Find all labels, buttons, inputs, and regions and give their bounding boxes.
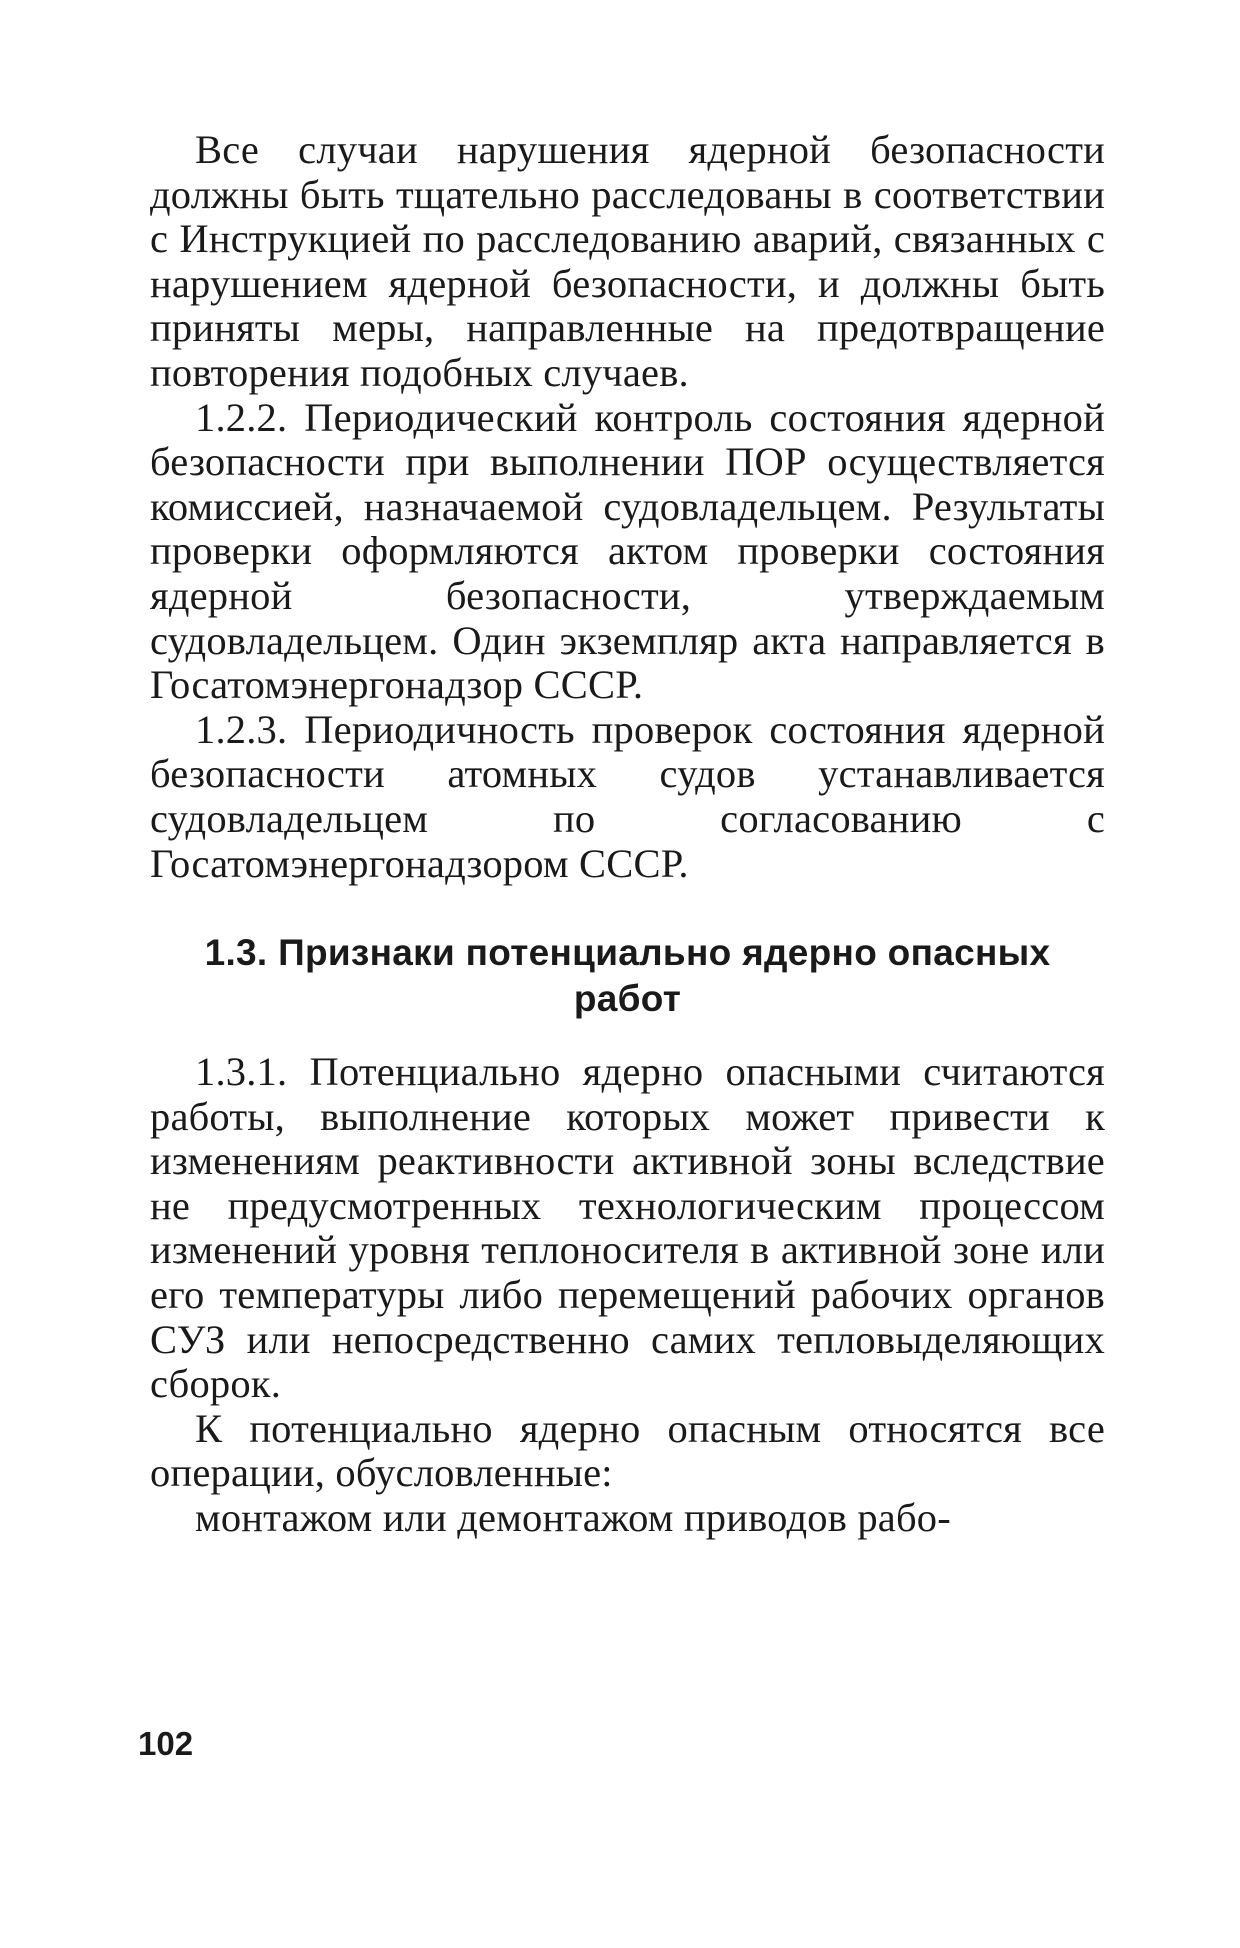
paragraph-mounting: монтажом или демонтажом приводов рабо- <box>195 1495 951 1541</box>
paragraph-1-2-3: 1.2.3. Периодичность проверок состояния ядерной безопасности атомных судов устанавливается судовладельцем по согласованию с Госатомэнергонадзором СССР. <box>150 706 1105 886</box>
paragraph-operations-intro: К потенциально ядерно опасным относятся все операции, обусловленные: <box>150 1405 1105 1496</box>
paragraph-1-2-2: 1.2.2. Периодический контроль состояния ядерной безопасности при выполнении ПОР осуществляется комиссией, назначаемой судовладельцем. Результаты проверки оформляются актом проверки состояния ядерной безопасности, утверждаемым судовладельцем. Один экземпляр акта направляется в Госатомэнергонадзор СССР. <box>150 394 1105 708</box>
page-number: 102 <box>138 1725 194 1762</box>
section-heading-1-3: 1.3. Признаки потенциально ядерно опасных работ <box>204 932 1051 1020</box>
document-page <box>150 128 1105 1541</box>
paragraph-1-3-1: 1.3.1. Потенциально ядерно опасными считаются работы, выполнение которых может привести к изменениям реактивности активной зоны вследствие не предусмотренных технологическим процессом изменений уровня теплоносителя в активной зоне или его температуры либо перемещений рабочих органов СУЗ или непосредственно самих тепловыделяющих сборок. <box>150 1049 1105 1407</box>
paragraph-safety-violations: Все случаи нарушения ядерной безопасности должны быть тщательно расследованы в соответствии с Инструкцией по расследованию аварий, связанных с нарушением ядерной безопасности, и должны быть приняты меры, направленные на предотвращение повторения подобных случаев. <box>150 127 1105 395</box>
